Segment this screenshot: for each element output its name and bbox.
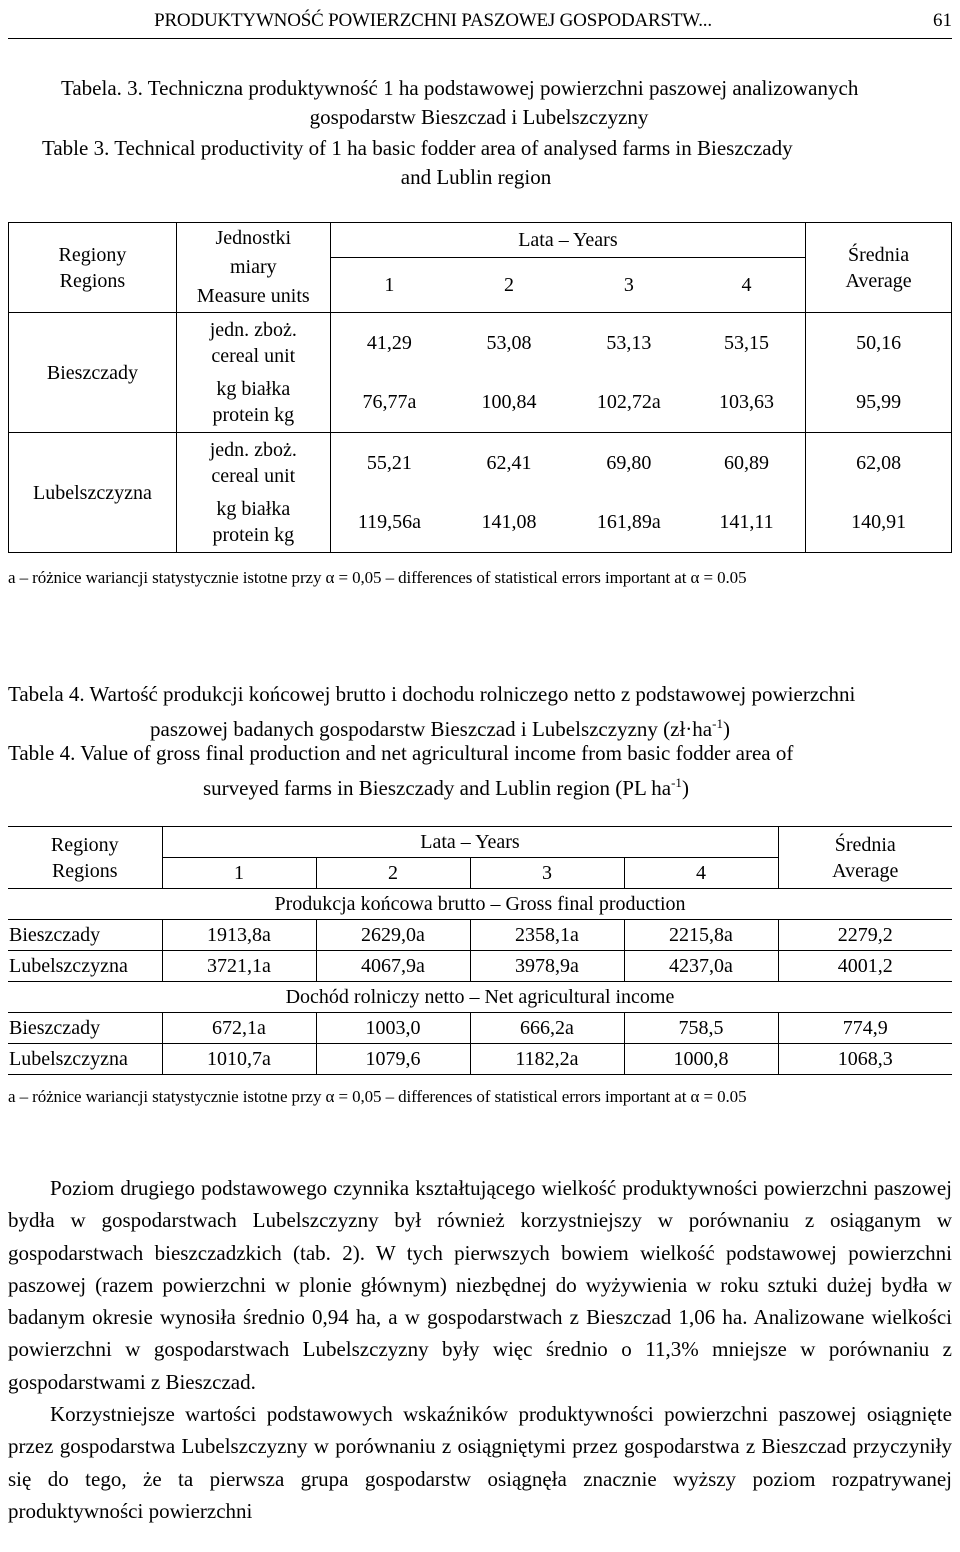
table4-cell: 2358,1a <box>470 920 624 951</box>
table4 <box>8 826 952 1075</box>
table4-cell: 1010,7a <box>162 1044 316 1075</box>
table4-note: a – różnice wariancji statystycznie istotne przy α = 0,05 – differences of statistical errors important at α = 0.05 <box>8 1087 747 1106</box>
table4-cell: 4237,0a <box>624 951 778 982</box>
table3-cell: 62,08 <box>806 433 952 493</box>
table4-head-years: Lata – Years <box>162 827 778 858</box>
table3-head-year: 2 <box>448 258 570 313</box>
table4-head-regions <box>8 827 162 889</box>
table3-unit-en: protein kg <box>212 404 295 427</box>
table4-caption-en-2-line <box>8 768 952 803</box>
table3-head-years: Lata – Years <box>330 223 805 258</box>
table3-cell: 141,11 <box>688 493 806 553</box>
table4-region: Bieszczady <box>8 1013 162 1044</box>
table3-head-units-2: miary <box>229 256 277 278</box>
table3-caption-en-2: and Lublin region <box>400 165 552 189</box>
table4-cell: 1182,2a <box>470 1044 624 1075</box>
table4-cell: 2215,8a <box>624 920 778 951</box>
running-header <box>8 6 952 39</box>
body-text <box>8 1172 952 1527</box>
table4-caption-pl-1: Tabela 4. Wartość produkcji końcowej brutto i dochodu rolniczego netto z podstawowej powierzchni <box>8 682 856 706</box>
table3-unit <box>176 433 330 493</box>
table3-cell: 53,15 <box>688 313 806 373</box>
table4-caption-pl-end: ) <box>722 717 730 741</box>
table4-section-income: Dochód rolniczy netto – Net agricultural income <box>8 982 952 1013</box>
table3-head-units <box>176 223 330 313</box>
table3-unit <box>176 313 330 373</box>
table3-caption-pl-2: gospodarstw Bieszczad i Lubelszczyzny <box>309 105 649 129</box>
table3-cell: 119,56a <box>330 493 448 553</box>
table3-head-regions-en: Regions <box>59 269 126 292</box>
table4-cell: 1913,8a <box>162 920 316 951</box>
table3-unit-en: protein kg <box>212 524 295 547</box>
table3-cell: 140,91 <box>806 493 952 553</box>
table3-caption-en <box>42 134 952 192</box>
table3-cell: 103,63 <box>688 373 806 433</box>
table3-cell: 62,41 <box>486 451 532 474</box>
table3-cell: 95,99 <box>806 373 952 433</box>
table4-head-year: 4 <box>624 858 778 889</box>
table3-unit-pl: kg białka <box>216 378 291 401</box>
table4-cell: 2629,0a <box>316 920 470 951</box>
table4-cell: 666,2a <box>470 1013 624 1044</box>
table4-cell: 758,5 <box>624 1013 778 1044</box>
table4-cell: 3978,9a <box>470 951 624 982</box>
table3-head-units-3: Measure units <box>196 285 310 307</box>
table3-cell: 50,16 <box>806 313 952 373</box>
page-number: 61 <box>933 10 952 31</box>
table3-caption <box>61 74 951 132</box>
table3-unit-pl: jedn. zboż. <box>209 318 297 341</box>
table3-cell: 69,80 <box>606 451 652 474</box>
table3-cell: 53,08 <box>486 331 532 354</box>
table3-cell: 102,72a <box>570 373 688 433</box>
table3-head-regions-pl: Regiony <box>58 243 127 266</box>
table3-head-year: 4 <box>688 258 806 313</box>
table3-cell: 76,77a <box>330 373 448 433</box>
table4-head-regions-en: Regions <box>51 859 118 882</box>
table3-unit-en: cereal unit <box>211 464 296 487</box>
table3-head-units-1: Jednostki <box>215 227 292 249</box>
table4-cell: 1000,8 <box>624 1044 778 1075</box>
table3-region: Lubelszczyzna <box>9 433 177 553</box>
table4-caption-en-end: ) <box>681 776 689 800</box>
table3-cell: 41,29 <box>366 331 412 354</box>
table3-cell: 100,84 <box>448 373 570 433</box>
table3-caption-pl-1: Tabela. 3. Techniczna produktywność 1 ha podstawowej powierzchni paszowej analizowanych <box>61 76 859 100</box>
table3-note: a – różnice wariancji statystycznie istotne przy α = 0,05 – differences of statistical errors important at α = 0.05 <box>8 568 747 587</box>
table4-caption-pl <box>8 680 952 744</box>
table4-cell: 4001,2 <box>778 951 952 982</box>
table3-cell: 55,21 <box>366 451 412 474</box>
table4-region: Lubelszczyzna <box>8 951 162 982</box>
table4-head-average-en: Average <box>832 859 899 882</box>
table4-cell: 3721,1a <box>162 951 316 982</box>
table4-head-regions-pl: Regiony <box>50 833 119 856</box>
table4-cell: 2279,2 <box>778 920 952 951</box>
table4-section-gross: Produkcja końcowa brutto – Gross final production <box>8 889 952 920</box>
table3-unit-en: cereal unit <box>211 344 296 367</box>
table4-cell: 4067,9a <box>316 951 470 982</box>
table3-head-average-pl: Średnia <box>848 243 910 266</box>
table4-cell: 1003,0 <box>316 1013 470 1044</box>
table4-caption-en <box>8 739 952 803</box>
table3-head-year: 3 <box>570 258 688 313</box>
table4-caption-pl-sup: -1 <box>712 716 723 731</box>
table4-head-average <box>778 827 952 889</box>
table3-cell: 161,89a <box>570 493 688 553</box>
table3-caption-en-1: Table 3. Technical productivity of 1 ha basic fodder area of analysed farms in Bieszczady <box>42 136 793 160</box>
table4-cell: 1079,6 <box>316 1044 470 1075</box>
table4-caption-en-sup: -1 <box>671 775 682 790</box>
table4-caption-en-1: Table 4. Value of gross final production and net agricultural income from basic fodder area of <box>8 741 794 765</box>
table3-head-average-en: Average <box>845 269 912 292</box>
table4-head-year: 2 <box>316 858 470 889</box>
table4-region: Lubelszczyzna <box>8 1044 162 1075</box>
table4-caption-pl-2: paszowej badanych gospodarstw Bieszczad i Lubelszczyzny (zł·ha <box>150 717 713 741</box>
table4-cell: 672,1a <box>162 1013 316 1044</box>
table3-unit-pl: kg białka <box>216 498 291 521</box>
paragraph: Poziom drugiego podstawowego czynnika kształtującego wielkość produktywności powierzchni paszowej bydła w gospodarstwach Lubelszczyzny był również korzystniejszy w porównaniu z osiąganym w gospodarstwach bieszczadzkich (tab. 2). W tych pierwszych bowiem wielkość podstawowej powierzchni paszowej (razem powierzchni w plonie głównym) niezbędnej do wyżywienia w roku sztuki dużej bydła w badanym okresie wynosiła średnio 0,94 ha, a w gospodarstwach z Bieszczad 1,06 ha. Analizowane wielkości powierzchni w gospodarstwach Lubelszczyzny były więc średnio o 11,3% mniejsze w porównaniu z gospodarstwami z Bieszczad. <box>8 1176 952 1394</box>
table3-cell: 141,08 <box>448 493 570 553</box>
table3-unit <box>176 373 330 433</box>
table3-head-year: 1 <box>330 258 448 313</box>
running-header-title: PRODUKTYWNOŚĆ POWIERZCHNI PASZOWEJ GOSPODARSTW... <box>154 10 712 31</box>
table3-region: Bieszczady <box>9 313 177 433</box>
table4-head-average-pl: Średnia <box>834 833 896 856</box>
table4-cell: 1068,3 <box>778 1044 952 1075</box>
table3 <box>8 222 952 553</box>
table3-head-regions <box>9 223 177 313</box>
table4-caption-en-2: surveyed farms in Bieszczady and Lublin region (PL ha <box>203 776 672 800</box>
table3-head-average <box>806 223 952 313</box>
table3-unit <box>176 493 330 553</box>
paragraph: Korzystniejsze wartości podstawowych wskaźników produktywności powierzchni paszowej osiągnięte przez gospodarstwa Lubelszczyzny w porównaniu z osiągniętymi przez gospodarstwa z Bieszczad przyczyniły się do tego, że ta pierwsza grupa gospodarstw osiągnęła znacznie wyższy poziom rozpatrywanej produktywności powierzchni <box>8 1402 952 1523</box>
table3-cell: 53,13 <box>606 331 652 354</box>
table3-cell: 60,89 <box>688 433 806 493</box>
table4-head-year: 3 <box>470 858 624 889</box>
table3-unit-pl: jedn. zboż. <box>209 438 297 461</box>
table4-cell: 774,9 <box>778 1013 952 1044</box>
table4-region: Bieszczady <box>8 920 162 951</box>
table4-head-year: 1 <box>162 858 316 889</box>
